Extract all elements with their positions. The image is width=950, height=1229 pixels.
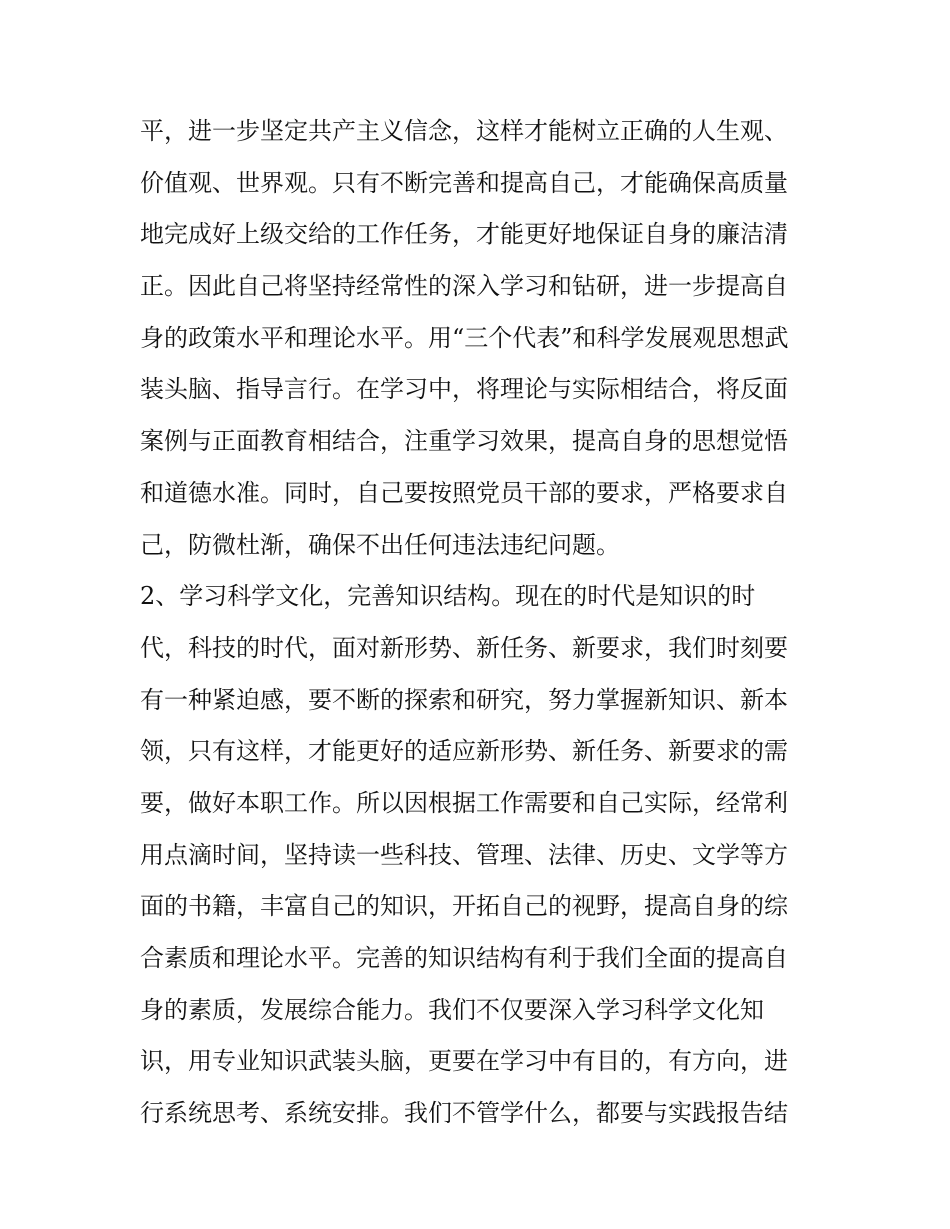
text-line: 有一种紧迫感，要不断的探索和研究，努力掌握新知识、新本 [140, 685, 788, 714]
text-line: 身的素质，发展综合能力。我们不仅要深入学习科学文化知 [140, 995, 764, 1024]
text-line: 识，用专业知识武装头脑，更要在学习中有目的，有方向，进 [140, 1047, 788, 1076]
text-line: 装头脑、指导言行。在学习中，将理论与实际相结合，将反面 [140, 375, 788, 404]
text-line: 身的政策水平和理论水平。用“三个代表”和科学发展观思想武 [140, 323, 789, 352]
text-line: 正。因此自己将坚持经常性的深入学习和钻研，进一步提高自 [140, 272, 788, 301]
text-line: 己，防微杜渐，确保不出任何违法违纪问题。 [140, 530, 620, 559]
text-line: 用点滴时间，坚持读一些科技、管理、法律、历史、文学等方 [140, 840, 788, 869]
text-line: 行系统思考、系统安排。我们不管学什么，都要与实践报告结 [140, 1099, 788, 1128]
text-line: 2、学习科学文化，完善知识结构。现在的时代是知识的时 [140, 582, 756, 611]
text-line: 领，只有这样，才能更好的适应新形势、新任务、新要求的需 [140, 737, 788, 766]
text-line: 案例与正面教育相结合，注重学习效果，提高自身的思想觉悟 [140, 427, 788, 456]
text-line: 和道德水准。同时，自己要按照党员干部的要求，严格要求自 [140, 478, 788, 507]
text-line: 平，进一步坚定共产主义信念，这样才能树立正确的人生观、 [140, 117, 788, 145]
text-line: 面的书籍，丰富自己的知识，开拓自己的视野，提高自身的综 [140, 892, 788, 921]
text-line: 要，做好本职工作。所以因根据工作需要和自己实际，经常利 [140, 788, 788, 817]
text-line: 代，科技的时代，面对新形势、新任务、新要求，我们时刻要 [140, 633, 788, 662]
text-line: 价值观、世界观。只有不断完善和提高自己，才能确保高质量 [140, 168, 788, 197]
text-line: 地完成好上级交给的工作任务，才能更好地保证自身的廉洁清 [140, 220, 788, 249]
text-line: 合素质和理论水平。完善的知识结构有利于我们全面的提高自 [140, 944, 788, 972]
body-text [140, 106, 820, 1140]
